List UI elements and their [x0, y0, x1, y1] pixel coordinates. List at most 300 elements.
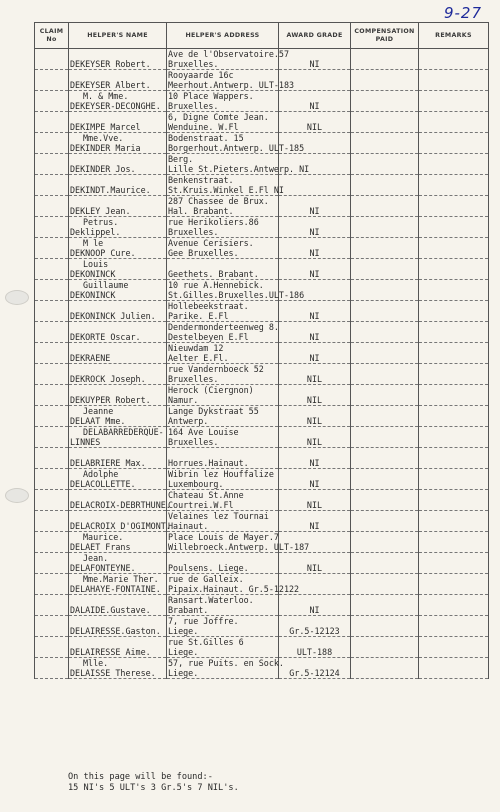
- col-remarks: REMARKS: [419, 23, 489, 49]
- award-grade-cell: [279, 511, 351, 532]
- address-line-2: Meerhout.Antwerp. ULT-183: [168, 80, 295, 90]
- helper-name-line-1: M le: [83, 238, 104, 248]
- award-grade-cell: [279, 259, 351, 280]
- helper-address-cell: [167, 280, 305, 301]
- table-row: [35, 490, 489, 511]
- helper-address-cell: [167, 616, 279, 637]
- helper-name-cell: [69, 238, 167, 259]
- compensation-cell: [351, 49, 419, 70]
- address-line-1: Chateau St.Anne: [168, 490, 244, 500]
- helper-name-cell: [69, 280, 167, 301]
- remarks-cell: [419, 133, 489, 154]
- award-grade-cell: [279, 469, 351, 490]
- claim-no-cell: [35, 553, 69, 574]
- compensation-cell: [351, 637, 419, 658]
- remarks-cell: [419, 532, 489, 553]
- address-line-1: Place Louis de Mayer.7: [168, 532, 279, 542]
- remarks-cell: [419, 112, 489, 133]
- helper-address-cell: [167, 448, 279, 469]
- helper-name-cell: [69, 553, 167, 574]
- award-grade-value: NI: [309, 521, 320, 531]
- table-row: [35, 217, 489, 238]
- award-grade-cell: [279, 133, 351, 154]
- page-summary: [68, 772, 239, 794]
- compensation-cell: [351, 133, 419, 154]
- helper-name-line-2: DEKIMPE Marcel: [70, 122, 141, 132]
- helper-name-line-2: Deklippel.: [70, 227, 121, 237]
- award-grade-cell: [279, 364, 351, 385]
- table-row: [35, 196, 489, 217]
- helper-address-cell: [167, 490, 279, 511]
- award-grade-value: NI: [309, 311, 320, 321]
- table-row: [35, 112, 489, 133]
- helper-name-line-1: Louis: [83, 259, 109, 269]
- helper-name-line-1: Petrus.: [83, 217, 119, 227]
- address-line-2: Horrues.Hainaut.: [168, 458, 249, 468]
- award-grade-cell: [279, 448, 351, 469]
- address-line-1: 287 Chassee de Brux.: [168, 196, 269, 206]
- helper-name-line-2: DEKINDER Maria: [70, 143, 141, 153]
- compensation-cell: [351, 301, 419, 322]
- helper-address-cell: [167, 259, 279, 280]
- award-grade-value: NI: [309, 59, 320, 69]
- helper-name-line-1: Guillaume: [83, 280, 129, 290]
- col-compensation-paid: COMPENSATION PAID: [351, 23, 419, 49]
- address-line-2: Borgerhout.Antwerp. ULT-185: [168, 143, 305, 153]
- address-line-2: Hal. Brabant.: [168, 206, 234, 216]
- helper-name-cell: [69, 406, 167, 427]
- compensation-cell: [351, 406, 419, 427]
- award-grade-value: NI: [309, 332, 320, 342]
- address-line-1: rue de Galleix.: [168, 574, 244, 584]
- helper-address-cell: [167, 637, 279, 658]
- compensation-cell: [351, 112, 419, 133]
- helper-name-line-2: DELAFONTEYNE.: [70, 563, 136, 573]
- remarks-cell: [419, 238, 489, 259]
- address-line-2: Willebroeck.Antwerp. ULT-187: [168, 542, 310, 552]
- claim-no-cell: [35, 301, 69, 322]
- helper-name-line-2: DELAHAYE-FONTAINE.: [70, 584, 161, 594]
- award-grade-cell: [279, 616, 351, 637]
- helper-address-cell: [167, 91, 279, 112]
- award-grade-cell: [279, 343, 351, 364]
- compensation-cell: [351, 70, 419, 91]
- address-line-2: Wenduine. W.Fl: [168, 122, 239, 132]
- award-grade-value: NI: [309, 269, 320, 279]
- compensation-cell: [351, 196, 419, 217]
- helper-name-line-2: DEKROCK Joseph.: [70, 374, 146, 384]
- table-row: [35, 322, 489, 343]
- award-grade-cell: [279, 49, 351, 70]
- claim-no-cell: [35, 658, 69, 679]
- table-row: [35, 427, 489, 448]
- helper-name-cell: [69, 595, 167, 616]
- helper-name-line-2: DEKONINCK: [70, 290, 116, 300]
- helper-name-cell: [69, 112, 167, 133]
- helper-name-line-2: DELABRIERE Max.: [70, 458, 146, 468]
- compensation-cell: [351, 658, 419, 679]
- helper-address-cell: [167, 511, 279, 532]
- address-line-2: St.Gilles.Bruxelles.ULT-186: [168, 290, 305, 300]
- award-grade-cell: [279, 70, 351, 91]
- address-line-1: Ave de l'Observatoire.57: [168, 49, 290, 59]
- remarks-cell: [419, 448, 489, 469]
- award-grade-cell: [279, 406, 351, 427]
- remarks-cell: [419, 658, 489, 679]
- helper-name-cell: [69, 574, 167, 595]
- helper-name-cell: [69, 427, 167, 448]
- helper-name-cell: [69, 91, 167, 112]
- award-grade-cell: [279, 553, 351, 574]
- remarks-cell: [419, 259, 489, 280]
- remarks-cell: [419, 196, 489, 217]
- table-row: [35, 364, 489, 385]
- address-line-2: Luxembourg.: [168, 479, 224, 489]
- remarks-cell: [419, 490, 489, 511]
- helper-name-line-2: DEKEYSER-DECONGHE.: [70, 101, 161, 111]
- compensation-cell: [351, 154, 419, 175]
- claim-no-cell: [35, 196, 69, 217]
- award-grade-cell: [279, 637, 351, 658]
- helper-name-line-2: DELAISSE Therese.: [70, 668, 156, 678]
- helper-address-cell: [167, 175, 284, 196]
- address-line-2: Liege.: [168, 647, 199, 657]
- award-grade-cell: [279, 301, 351, 322]
- address-line-1: rue St.Gilles 6: [168, 637, 244, 647]
- address-line-2: Poulsens. Liege.: [168, 563, 249, 573]
- table-row: [35, 301, 489, 322]
- address-line-2: Destelbeyen E.Fl: [168, 332, 249, 342]
- helper-name-cell: [69, 259, 167, 280]
- address-line-1: Wibrin lez Houffalize: [168, 469, 274, 479]
- helper-address-cell: [167, 238, 279, 259]
- helper-name-line-1: M. & Mme.: [83, 91, 129, 101]
- helper-name-line-2: DELAIRESSE Aime.: [70, 647, 151, 657]
- helper-name-line-2: DEKNOOP Cure.: [70, 248, 136, 258]
- award-grade-value: NI: [309, 227, 320, 237]
- remarks-cell: [419, 469, 489, 490]
- helper-name-line-2: DEKINDT.Maurice.: [70, 185, 151, 195]
- claim-no-cell: [35, 364, 69, 385]
- compensation-cell: [351, 616, 419, 637]
- remarks-cell: [419, 343, 489, 364]
- helper-name-cell: [69, 343, 167, 364]
- claim-no-cell: [35, 259, 69, 280]
- address-line-2: Gee Bruxelles.: [168, 248, 239, 258]
- remarks-cell: [419, 280, 489, 301]
- address-line-1: 6, Digne Comte Jean.: [168, 112, 269, 122]
- helper-address-cell: [167, 112, 279, 133]
- helper-address-cell: [167, 364, 279, 385]
- helper-address-cell: [167, 469, 279, 490]
- claim-no-cell: [35, 91, 69, 112]
- table-row: [35, 616, 489, 637]
- compensation-cell: [351, 511, 419, 532]
- compensation-cell: [351, 553, 419, 574]
- helper-name-cell: [69, 532, 167, 553]
- address-line-2: Geethets. Brabant.: [168, 269, 259, 279]
- award-grade-cell: [279, 595, 351, 616]
- remarks-cell: [419, 511, 489, 532]
- table-row: [35, 49, 489, 70]
- address-line-1: Velaines lez Tournai: [168, 511, 269, 521]
- address-line-1: 57, rue Puits. en Sock.: [168, 658, 284, 668]
- page-number: 9-27: [443, 4, 482, 22]
- remarks-cell: [419, 595, 489, 616]
- compensation-cell: [351, 364, 419, 385]
- helper-name-cell: [69, 154, 167, 175]
- helper-name-line-2: DELACOLLETTE.: [70, 479, 136, 489]
- award-grade-value: Gr.5-12124: [289, 668, 340, 678]
- address-line-1: rue Herikoliers.86: [168, 217, 259, 227]
- address-line-2: Namur.: [168, 395, 199, 405]
- remarks-cell: [419, 385, 489, 406]
- helper-name-cell: [69, 49, 167, 70]
- helper-address-cell: [167, 385, 279, 406]
- table-row: [35, 658, 489, 679]
- helper-name-line-2: LINNES: [70, 437, 101, 447]
- award-grade-value: NIL: [306, 122, 323, 132]
- table-row: [35, 532, 489, 553]
- helper-name-line-2: DELAET Frans: [70, 542, 131, 552]
- address-line-1: Dendermonderteenweg 8.: [168, 322, 279, 332]
- award-grade-value: NI: [309, 206, 320, 216]
- helper-name-line-2: DEKUYPER Robert.: [70, 395, 151, 405]
- claim-no-cell: [35, 217, 69, 238]
- remarks-cell: [419, 49, 489, 70]
- header-row: [35, 23, 489, 49]
- helper-name-cell: [69, 70, 167, 91]
- col-helper-name: HELPER'S NAME: [69, 23, 167, 49]
- address-line-2: Parike. E.Fl: [168, 311, 229, 321]
- helper-name-line-2: DEKORTE Oscar.: [70, 332, 141, 342]
- address-line-2: Bruxelles.: [168, 59, 219, 69]
- helper-address-cell: [167, 301, 279, 322]
- compensation-cell: [351, 574, 419, 595]
- helper-name-line-2: DELACROIX D'OGIMONT.: [70, 521, 171, 531]
- table-row: [35, 70, 489, 91]
- table-row: [35, 574, 489, 595]
- summary-line-2: 15 NI's 5 ULT's 3 Gr.5's 7 NIL's.: [68, 783, 239, 793]
- remarks-cell: [419, 616, 489, 637]
- helper-address-cell: [167, 154, 310, 175]
- award-grade-value: Gr.5-12123: [289, 626, 340, 636]
- award-grade-cell: [279, 532, 351, 553]
- award-grade-value: NI: [309, 101, 320, 111]
- compensation-cell: [351, 175, 419, 196]
- claim-no-cell: [35, 448, 69, 469]
- claim-no-cell: [35, 469, 69, 490]
- address-line-2: Pipaix.Hainaut. Gr.5-12122: [168, 584, 300, 594]
- address-line-2: Hainaut.: [168, 521, 209, 531]
- award-grade-cell: [279, 238, 351, 259]
- claim-no-cell: [35, 238, 69, 259]
- claim-no-cell: [35, 490, 69, 511]
- award-grade-value: NIL: [306, 500, 323, 510]
- compensation-cell: [351, 343, 419, 364]
- helper-name-cell: [69, 511, 171, 532]
- award-grade-value: ULT-188: [296, 647, 333, 657]
- remarks-cell: [419, 406, 489, 427]
- address-line-2: Lille St.Pieters.Antwerp. NI: [168, 164, 310, 174]
- claim-no-cell: [35, 70, 69, 91]
- award-grade-cell: [279, 280, 351, 301]
- remarks-cell: [419, 301, 489, 322]
- helper-address-cell: [167, 406, 279, 427]
- award-grade-cell: [279, 490, 351, 511]
- address-line-2: Liege.: [168, 668, 199, 678]
- helper-name-line-2: DEKLEY Jean.: [70, 206, 131, 216]
- claim-no-cell: [35, 616, 69, 637]
- table-row: [35, 280, 489, 301]
- claim-no-cell: [35, 385, 69, 406]
- helper-name-line-1: Adolphe: [83, 469, 119, 479]
- compensation-cell: [351, 490, 419, 511]
- helpers-table: [34, 22, 489, 679]
- table-row: [35, 637, 489, 658]
- award-grade-cell: [279, 196, 351, 217]
- address-line-2: Brabant.: [168, 605, 209, 615]
- helper-name-line-1: Jean.: [83, 553, 109, 563]
- remarks-cell: [419, 637, 489, 658]
- award-grade-cell: [279, 574, 351, 595]
- table-row: [35, 511, 489, 532]
- compensation-cell: [351, 259, 419, 280]
- address-line-1: 10 Place Wappers.: [168, 91, 254, 101]
- punch-hole: [5, 290, 29, 305]
- award-grade-value: NI: [309, 458, 320, 468]
- compensation-cell: [351, 532, 419, 553]
- helper-address-cell: [167, 322, 279, 343]
- address-line-1: Ransart.Waterloo.: [168, 595, 254, 605]
- table-row: [35, 238, 489, 259]
- table-row: [35, 553, 489, 574]
- helper-name-line-1: Jeanne: [83, 406, 114, 416]
- remarks-cell: [419, 91, 489, 112]
- helper-name-cell: [69, 196, 167, 217]
- helper-name-cell: [69, 469, 167, 490]
- award-grade-cell: [279, 658, 351, 679]
- claim-no-cell: [35, 427, 69, 448]
- helper-name-line-2: DEKEYSER Albert.: [70, 80, 151, 90]
- award-grade-value: NI: [309, 353, 320, 363]
- helper-name-cell: [69, 175, 167, 196]
- helper-name-cell: [69, 133, 167, 154]
- table-row: [35, 469, 489, 490]
- remarks-cell: [419, 322, 489, 343]
- table-row: [35, 259, 489, 280]
- helper-address-cell: [167, 658, 284, 679]
- award-grade-value: NIL: [306, 374, 323, 384]
- helper-name-cell: [69, 364, 167, 385]
- address-line-2: Bruxelles.: [168, 374, 219, 384]
- address-line-1: Benkenstraat.: [168, 175, 234, 185]
- helper-name-line-2: DEKINDER Jos.: [70, 164, 136, 174]
- compensation-cell: [351, 91, 419, 112]
- helper-name-cell: [69, 637, 167, 658]
- address-line-1: Bodenstraat. 15: [168, 133, 244, 143]
- helper-name-line-1: Mlle.: [83, 658, 109, 668]
- helper-address-cell: [167, 49, 290, 70]
- award-grade-cell: [279, 91, 351, 112]
- award-grade-cell: [279, 217, 351, 238]
- remarks-cell: [419, 553, 489, 574]
- helper-name-cell: [69, 301, 167, 322]
- address-line-1: 7, rue Joffre.: [168, 616, 239, 626]
- address-line-2: Bruxelles.: [168, 437, 219, 447]
- address-line-1: Rooyaarde 16c: [168, 70, 234, 80]
- claim-no-cell: [35, 112, 69, 133]
- table-row: [35, 343, 489, 364]
- helper-name-line-1: Mme.Marie Ther.: [83, 574, 159, 584]
- helper-name-cell: [69, 385, 167, 406]
- helper-address-cell: [167, 133, 305, 154]
- claim-no-cell: [35, 343, 69, 364]
- address-line-1: 164 Ave Louise: [168, 427, 239, 437]
- helper-name-cell: [69, 217, 167, 238]
- helper-name-line-2: DEKONINCK: [70, 269, 116, 279]
- award-grade-cell: [279, 427, 351, 448]
- compensation-cell: [351, 280, 419, 301]
- helper-name-line-2: DALAIDE.Gustave.: [70, 605, 151, 615]
- award-grade-cell: [279, 175, 351, 196]
- helper-name-cell: [69, 616, 167, 637]
- compensation-cell: [351, 238, 419, 259]
- compensation-cell: [351, 322, 419, 343]
- helper-address-cell: [167, 343, 279, 364]
- address-line-1: Avenue Cerisiers.: [168, 238, 254, 248]
- helper-name-line-2: DELACROIX-DEBRTHUNE.: [70, 500, 171, 510]
- helper-address-cell: [167, 196, 279, 217]
- claim-no-cell: [35, 280, 69, 301]
- award-grade-value: NI: [309, 605, 320, 615]
- helper-name-line-2: DEKEYSER Robert.: [70, 59, 151, 69]
- remarks-cell: [419, 574, 489, 595]
- helper-name-line-2: DELAIRESSE.Gaston.: [70, 626, 161, 636]
- award-grade-cell: [279, 322, 351, 343]
- award-grade-cell: [279, 385, 351, 406]
- table-row: [35, 448, 489, 469]
- award-grade-value: NI: [309, 248, 320, 258]
- col-award-grade: AWARD GRADE: [279, 23, 351, 49]
- helper-name-line-1: DELABARREDERQUE-: [83, 427, 164, 437]
- compensation-cell: [351, 217, 419, 238]
- address-line-1: Berg.: [168, 154, 194, 164]
- claim-no-cell: [35, 154, 69, 175]
- helper-address-cell: [167, 553, 279, 574]
- helper-address-cell: [167, 532, 310, 553]
- award-grade-cell: [279, 112, 351, 133]
- compensation-cell: [351, 427, 419, 448]
- address-line-2: Bruxelles.: [168, 101, 219, 111]
- table-row: [35, 175, 489, 196]
- helper-name-line-1: Mme.Vve.: [83, 133, 124, 143]
- compensation-cell: [351, 385, 419, 406]
- claim-no-cell: [35, 595, 69, 616]
- helper-name-cell: [69, 490, 171, 511]
- claim-no-cell: [35, 175, 69, 196]
- table-row: [35, 385, 489, 406]
- helper-address-cell: [167, 217, 279, 238]
- table-row: [35, 595, 489, 616]
- helper-name-cell: [69, 322, 167, 343]
- award-grade-cell: [279, 154, 351, 175]
- helper-name-line-2: DELAAT Mme.: [70, 416, 126, 426]
- remarks-cell: [419, 154, 489, 175]
- helper-name-cell: [69, 658, 167, 679]
- compensation-cell: [351, 469, 419, 490]
- claim-no-cell: [35, 322, 69, 343]
